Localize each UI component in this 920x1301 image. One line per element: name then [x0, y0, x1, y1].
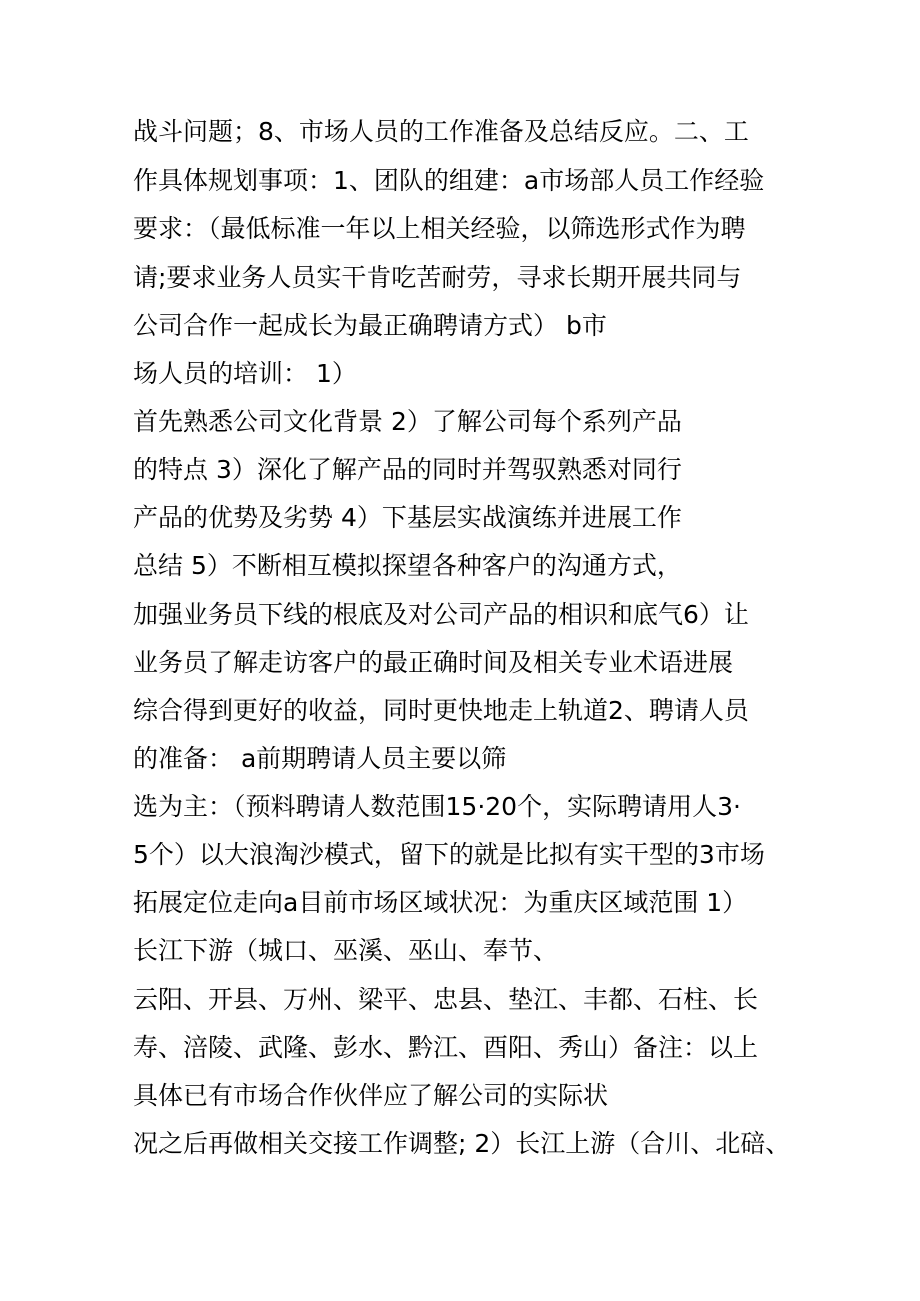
text-line: 请;要求业务人员实干肯吃苦耐劳，寻求长期开展共同与	[133, 263, 742, 292]
text-line: 拓展定位走向a目前市场区域状况：为重庆区域范围 1）	[133, 888, 748, 917]
text-line: 战斗问题；8、市场人员的工作准备及总结反应。二、工	[133, 117, 749, 146]
text-line: 况之后再做相关交接工作调整; 2）长江上游（合川、北碚、	[133, 1129, 791, 1158]
text-line: 加强业务员下线的根底及对公司产品的相识和底气6）让	[133, 600, 749, 629]
text-line: 的特点 3）深化了解产品的同时并驾驭熟悉对同行	[133, 455, 682, 484]
text-line: 具体已有市场合作伙伴应了解公司的实际状	[133, 1081, 609, 1110]
text-line: 长江下游（城口、巫溪、巫山、奉节、	[133, 936, 559, 965]
text-line: 业务员了解走访客户的最正确时间及相关专业术语进展	[133, 648, 734, 677]
text-line: 5个）以大浪淘沙模式，留下的就是比拟有实干型的3市场	[133, 840, 765, 869]
text-line: 首先熟悉公司文化背景 2）了解公司每个系列产品	[133, 407, 682, 436]
text-line: 公司合作一起成长为最正确聘请方式） b市	[133, 311, 607, 340]
text-line: 选为主：（预料聘请人数范围15·20个，实际聘请用人3·	[133, 792, 741, 821]
text-line: 产品的优势及劣势 4）下基层实战演练并进展工作	[133, 503, 682, 532]
text-line: 寿、涪陵、武隆、彭水、黔江、酉阳、秀山）备注：以上	[133, 1033, 759, 1062]
text-line: 要求：（最低标准一年以上相关经验，以筛选形式作为聘	[133, 214, 746, 243]
text-line: 总结 5）不断相互模拟探望各种客户的沟通方式，	[133, 551, 682, 580]
text-line: 作具体规划事项：1、团队的组建：a市场部人员工作经验	[133, 166, 765, 195]
text-line: 场人员的培训： 1）	[133, 359, 357, 388]
text-line: 综合得到更好的收益，同时更快地走上轨道2、聘请人员	[133, 696, 749, 725]
text-line: 云阳、开县、万州、梁平、忠县、垫江、丰都、石柱、长	[133, 985, 759, 1014]
text-line: 的准备： a前期聘请人员主要以筛	[133, 744, 507, 773]
